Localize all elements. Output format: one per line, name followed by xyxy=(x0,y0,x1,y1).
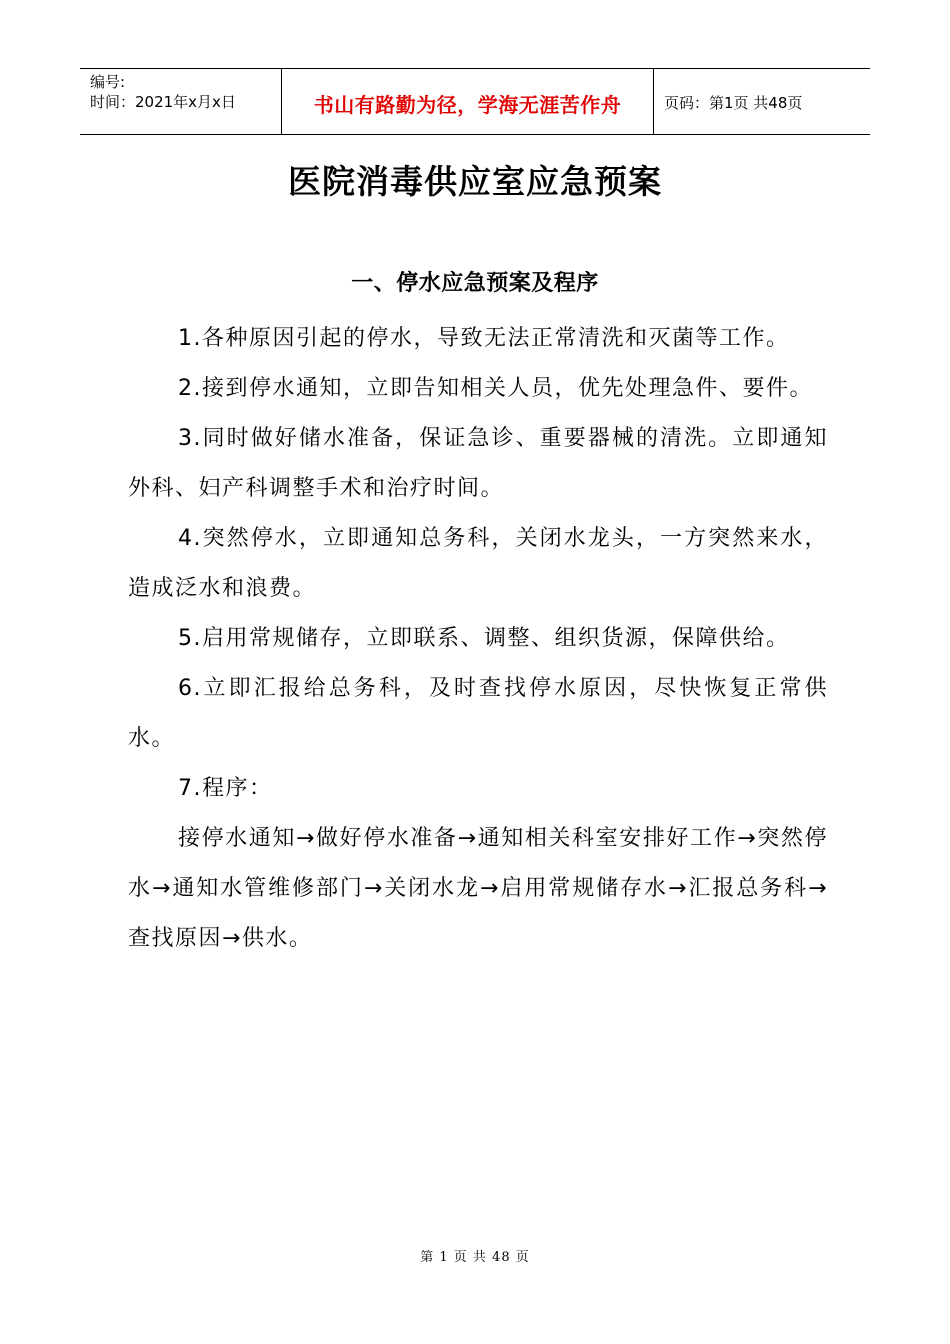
document-time-label: 时间：2021年x月x日 xyxy=(90,93,236,111)
paragraph-3: 3.同时做好储水准备，保证急诊、重要器械的清洗。立即通知外科、妇产科调整手术和治疗时间。 xyxy=(128,426,828,501)
paragraph-7: 7.程序： xyxy=(178,776,273,801)
paragraph-2: 2.接到停水通知，立即告知相关人员，优先处理急件、要件。 xyxy=(178,376,813,401)
paragraph-1: 1.各种原因引起的停水，导致无法正常清洗和灭菌等工作。 xyxy=(178,326,790,351)
document-title: 医院消毒供应室应急预案 xyxy=(288,162,662,201)
paragraph-4: 4.突然停水，立即通知总务科，关闭水龙头，一方突然来水，造成泛水和浪费。 xyxy=(128,526,828,601)
header-meta-cell xyxy=(80,69,281,134)
paragraph-6: 6.立即汇报给总务科，及时查找停水原因，尽快恢复正常供水。 xyxy=(128,676,828,751)
header-page-cell xyxy=(654,69,870,134)
document-body xyxy=(128,314,828,964)
page-footer: 第 1 页 共 48 页 xyxy=(420,1250,530,1265)
section-heading: 一、停水应急预案及程序 xyxy=(351,271,599,296)
header-page-info: 页码：第1页 共48页 xyxy=(664,94,803,112)
header-motto: 书山有路勤为径，学海无涯苦作舟 xyxy=(313,93,622,117)
paragraph-5: 5.启用常规储存，立即联系、调整、组织货源，保障供给。 xyxy=(178,626,790,651)
page-header-table xyxy=(80,68,870,135)
header-motto-cell xyxy=(281,69,654,134)
document-number-label: 编号: xyxy=(90,73,126,91)
procedure-flow: 接停水通知→做好停水准备→通知相关科室安排好工作→突然停水→通知水管维修部门→关闭水龙→启用常规储存水→汇报总务科→查找原因→供水。 xyxy=(128,826,828,951)
